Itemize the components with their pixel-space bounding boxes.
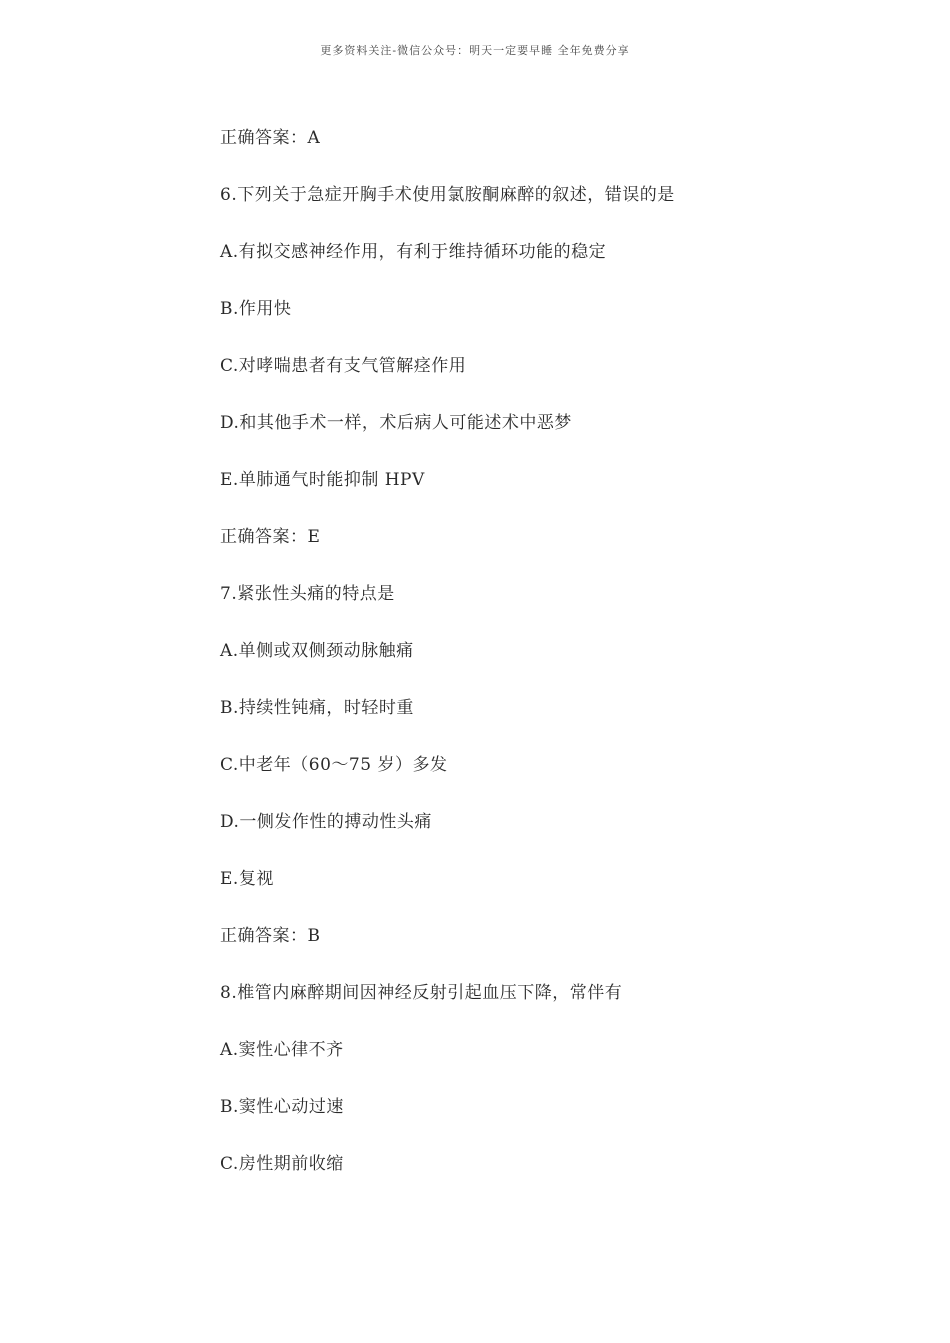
option-8b: B.窦性心动过速 bbox=[220, 1097, 344, 1117]
option-7d: D.一侧发作性的搏动性头痛 bbox=[220, 812, 432, 832]
question-8: 8.椎管内麻醉期间因神经反射引起血压下降，常伴有 bbox=[220, 983, 623, 1003]
question-6: 6.下列关于急症开胸手术使用氯胺酮麻醉的叙述，错误的是 bbox=[220, 185, 675, 205]
answer-7: 正确答案：B bbox=[220, 926, 321, 946]
option-7e: E.复视 bbox=[220, 869, 274, 889]
option-8c: C.房性期前收缩 bbox=[220, 1154, 344, 1174]
answer-6: 正确答案：E bbox=[220, 527, 321, 547]
answer-line: 正确答案：A bbox=[220, 128, 321, 148]
question-7: 7.紧张性头痛的特点是 bbox=[220, 584, 395, 604]
option-8a: A.窦性心律不齐 bbox=[220, 1040, 344, 1060]
option-7b: B.持续性钝痛，时轻时重 bbox=[220, 698, 414, 718]
option-6a: A.有拟交感神经作用，有利于维持循环功能的稳定 bbox=[220, 242, 607, 262]
option-6d: D.和其他手术一样，术后病人可能述术中恶梦 bbox=[220, 413, 572, 433]
option-7c: C.中老年（60～75 岁）多发 bbox=[220, 755, 448, 775]
option-7a: A.单侧或双侧颈动脉触痛 bbox=[220, 641, 414, 661]
option-6e: E.单肺通气时能抑制 HPV bbox=[220, 470, 425, 490]
option-6c: C.对哮喘患者有支气管解痉作用 bbox=[220, 356, 467, 376]
page-header: 更多资料关注-微信公众号：明天一定要早睡 全年免费分享 bbox=[320, 44, 630, 57]
document-body bbox=[220, 124, 840, 1207]
option-6b: B.作用快 bbox=[220, 299, 292, 319]
